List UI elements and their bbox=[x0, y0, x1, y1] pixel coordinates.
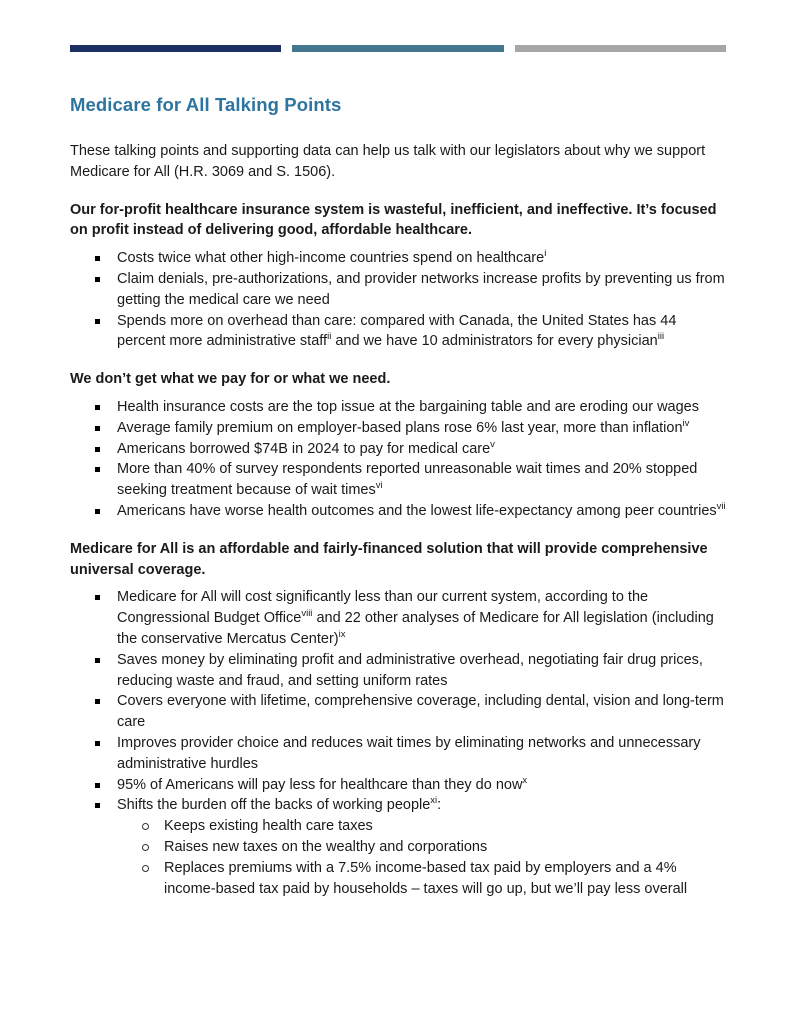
bullet-text: Keeps existing health care taxes bbox=[164, 818, 373, 835]
list-item bbox=[70, 691, 726, 733]
footnote-marker: vii bbox=[716, 501, 726, 513]
bullet-text: 95% of Americans will pay less for healthcare than they do now$^x$ bbox=[117, 774, 528, 793]
list-item bbox=[70, 418, 726, 439]
bullet-text: Shifts the burden off the backs of working people$^{xi}$: bbox=[117, 795, 442, 814]
footnote-marker: v bbox=[490, 438, 495, 450]
bullet-text: More than 40% of survey respondents reported unreasonable wait times and 20% stopped seeking treatment because of wait times$^{vi}$ bbox=[117, 461, 698, 499]
bullet-square-icon bbox=[95, 501, 117, 522]
bullet-square-icon bbox=[95, 775, 117, 796]
sub-list-item bbox=[70, 858, 726, 900]
sections-container bbox=[70, 200, 726, 900]
list-item bbox=[70, 795, 726, 816]
bullet-square-icon bbox=[95, 311, 117, 353]
bullet-text: Covers everyone with lifetime, comprehensive coverage, including dental, vision and long-term care bbox=[117, 693, 724, 731]
bullet-square-icon bbox=[95, 795, 117, 816]
bullet-square-icon bbox=[95, 691, 117, 733]
bullet-text: Spends more on overhead than care: compared with Canada, the United States has 44 percent more administrative staff$^{ii}$ and we have 10 administrators for every physician$^{iii}$ bbox=[117, 312, 677, 350]
sub-list-item bbox=[70, 816, 726, 837]
bullet-square-icon bbox=[95, 587, 117, 649]
list-item bbox=[70, 733, 726, 775]
bullet-square-icon bbox=[95, 650, 117, 692]
bullet-square-icon bbox=[95, 439, 117, 460]
bullet-list bbox=[70, 587, 726, 899]
bullet-square-icon bbox=[95, 733, 117, 775]
bullet-list bbox=[70, 397, 726, 522]
footnote-marker: xi bbox=[430, 795, 438, 807]
bullet-circle-icon bbox=[142, 837, 164, 858]
intro-paragraph: These talking points and supporting data can help us talk with our legislators about why we support Medicare for All (H.R. 3069 and S. 1506). bbox=[70, 143, 706, 180]
bullet-text: Claim denials, pre-authorizations, and provider networks increase profits by preventing us from getting the medical care we need bbox=[117, 270, 725, 308]
list-item bbox=[70, 311, 726, 353]
section-heading: Our for-profit healthcare insurance system is wasteful, inefficient, and ineffective. It’s focused on profit instead of delivering good, affordable healthcare. bbox=[70, 201, 717, 239]
header-bar-teal bbox=[292, 45, 503, 52]
bullet-text: Costs twice what other high-income countries spend on healthcare$^i$ bbox=[117, 248, 547, 267]
footnote-marker: ix bbox=[338, 629, 346, 641]
section-heading: We don’t get what we pay for or what we need. bbox=[70, 371, 391, 388]
bullet-text: Replaces premiums with a 7.5% income-based tax paid by employers and a 4% income-based tax paid by households – taxes will go up, but we’ll pay less overall bbox=[164, 859, 688, 897]
bullet-text: Improves provider choice and reduces wait times by eliminating networks and unnecessary administrative hurdles bbox=[117, 734, 701, 772]
document-section bbox=[70, 539, 726, 900]
list-item bbox=[70, 248, 726, 269]
bullet-text: Medicare for All will cost significantly less than our current system, according to the Congressional Budget Office$^{viii}$ and 22 other analyses of Medicare for All legislation (including the conservative Mercatus Center)$^{ix}$ bbox=[117, 589, 714, 647]
bullet-text: Raises new taxes on the wealthy and corporations bbox=[164, 838, 488, 855]
header-bar-navy bbox=[70, 45, 281, 52]
bullet-square-icon bbox=[95, 459, 117, 501]
footnote-marker: iii bbox=[657, 331, 665, 343]
footnote-marker: i bbox=[544, 248, 547, 260]
bullet-list bbox=[70, 248, 726, 352]
header-rule bbox=[0, 0, 796, 52]
sub-list-item bbox=[70, 837, 726, 858]
bullet-text: Americans borrowed $74B in 2024 to pay for medical care$^v$ bbox=[117, 438, 495, 457]
bullet-square-icon bbox=[95, 397, 117, 418]
list-item bbox=[70, 269, 726, 311]
page-title: Medicare for All Talking Points bbox=[70, 94, 342, 115]
bullet-circle-icon bbox=[142, 816, 164, 837]
bullet-text: Americans have worse health outcomes and the lowest life-expectancy among peer countries$^{vii}$ bbox=[117, 501, 726, 519]
bullet-text: Health insurance costs are the top issue at the bargaining table and are eroding our wages bbox=[117, 398, 699, 415]
list-item bbox=[70, 501, 726, 522]
list-item bbox=[70, 459, 726, 501]
footnote-marker: iv bbox=[682, 417, 690, 429]
section-heading: Medicare for All is an affordable and fairly-financed solution that will provide comprehensive universal coverage. bbox=[70, 540, 708, 578]
bullet-square-icon bbox=[95, 248, 117, 269]
bullet-circle-icon bbox=[142, 858, 164, 900]
list-item bbox=[70, 397, 726, 418]
list-item bbox=[70, 587, 726, 649]
header-bar-gray bbox=[515, 45, 726, 52]
list-item bbox=[70, 775, 726, 796]
bullet-square-icon bbox=[95, 269, 117, 311]
footnote-marker: x bbox=[522, 774, 528, 786]
footnote-marker: vi bbox=[375, 480, 383, 492]
bullet-square-icon bbox=[95, 418, 117, 439]
list-item bbox=[70, 650, 726, 692]
list-item bbox=[70, 439, 726, 460]
footnote-marker: viii bbox=[301, 608, 313, 620]
document-section bbox=[70, 200, 726, 353]
footnote-marker: ii bbox=[327, 331, 332, 343]
document-section bbox=[70, 369, 726, 522]
bullet-text: Average family premium on employer-based plans rose 6% last year, more than inflation$^{iv}$ bbox=[117, 417, 690, 436]
bullet-text: Saves money by eliminating profit and administrative overhead, negotiating fair drug prices, reducing waste and fraud, and setting uniform rates bbox=[117, 651, 703, 689]
